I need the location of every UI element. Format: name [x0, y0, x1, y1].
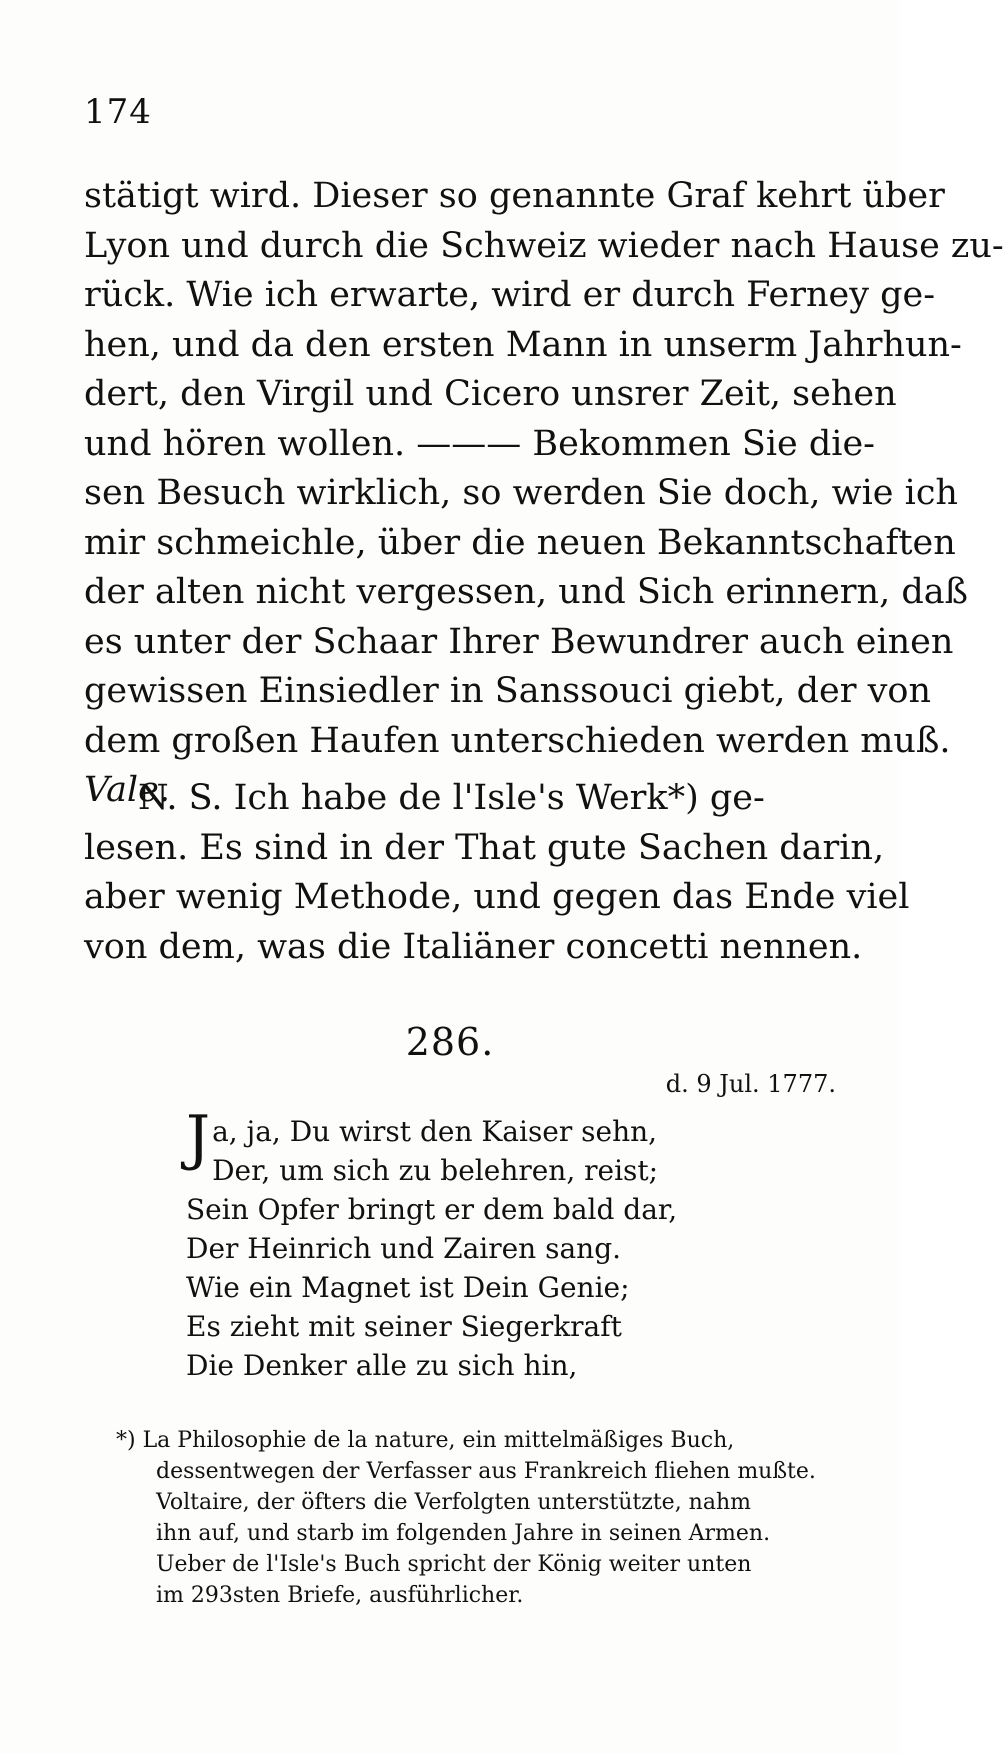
body-line: stätigt wird. Dieser so genannte Graf kehrt über [84, 176, 945, 216]
footnote-line: Ueber de l'Isle's Buch spricht der König weiter unten [156, 1552, 752, 1577]
footnote-line: *) La Philosophie de la nature, ein mittelmäßiges Buch, [116, 1428, 735, 1453]
postscript-line: lesen. Es sind in der That gute Sachen darin, [84, 827, 885, 868]
body-line: dert, den Virgil und Cicero unsrer Zeit, sehen [84, 374, 897, 414]
footnote-line: dessentwegen der Verfasser aus Frankreich fliehen mußte. [156, 1459, 816, 1484]
poem-line: Es zieht mit seiner Siegerkraft [186, 1310, 622, 1343]
footnote-line: im 293sten Briefe, ausführlicher. [156, 1583, 524, 1608]
footnote [116, 1425, 856, 1611]
body-line: rück. Wie ich erwarte, wird er durch Ferney ge- [84, 275, 936, 315]
footnote-line: ihn auf, und starb im folgenden Jahre in seinen Armen. [156, 1521, 771, 1546]
body-line: sen Besuch wirklich, so werden Sie doch, wie ich [84, 473, 958, 513]
poem-line: Der, um sich zu belehren, reist; [212, 1154, 659, 1187]
body-line: Lyon und durch die Schweiz wieder nach Hause zu- [84, 225, 1004, 266]
body-line: und hören wollen. ——— Bekommen Sie die- [84, 423, 876, 464]
letter-date: d. 9 Jul. 1777. [665, 1070, 836, 1098]
body-line: mir schmeichle, über die neuen Bekanntschaften [84, 522, 956, 563]
body-line: hen, und da den ersten Mann in unserm Jahrhun- [84, 324, 962, 365]
body-line: gewissen Einsiedler in Sanssouci giebt, der von [84, 671, 931, 711]
closing-vale: Vale. [84, 770, 170, 810]
postscript-line: von dem, was die Italiäner concetti nennen. [84, 926, 863, 967]
poem [186, 1103, 746, 1385]
postscript [84, 774, 910, 972]
letter-number: 286. [405, 1020, 495, 1064]
body-line: dem großen Haufen unterschieden werden muß. [84, 720, 951, 761]
page-number: 174 [84, 92, 152, 132]
poem-line: Der Heinrich und Zairen sang. [186, 1232, 622, 1265]
postscript-line: N. S. Ich habe de l'Isle's Werk*) ge- [138, 778, 765, 818]
poem-line: a, ja, Du wirst den Kaiser sehn, [212, 1115, 658, 1148]
postscript-line: aber wenig Methode, und gegen das Ende viel [84, 877, 910, 917]
footnote-line: Voltaire, der öfters die Verfolgten unterstützte, nahm [156, 1490, 751, 1515]
poem-line: Die Denker alle zu sich hin, [186, 1349, 578, 1382]
poem-line: Sein Opfer bringt er dem bald dar, [186, 1193, 678, 1226]
letter-body [84, 172, 1004, 816]
poem-dropcap: J [186, 1103, 211, 1173]
poem-line: Wie ein Magnet ist Dein Genie; [186, 1271, 630, 1304]
body-line: es unter der Schaar Ihrer Bewundrer auch einen [84, 621, 954, 662]
body-line: der alten nicht vergessen, und Sich erinnern, daß [84, 572, 968, 612]
